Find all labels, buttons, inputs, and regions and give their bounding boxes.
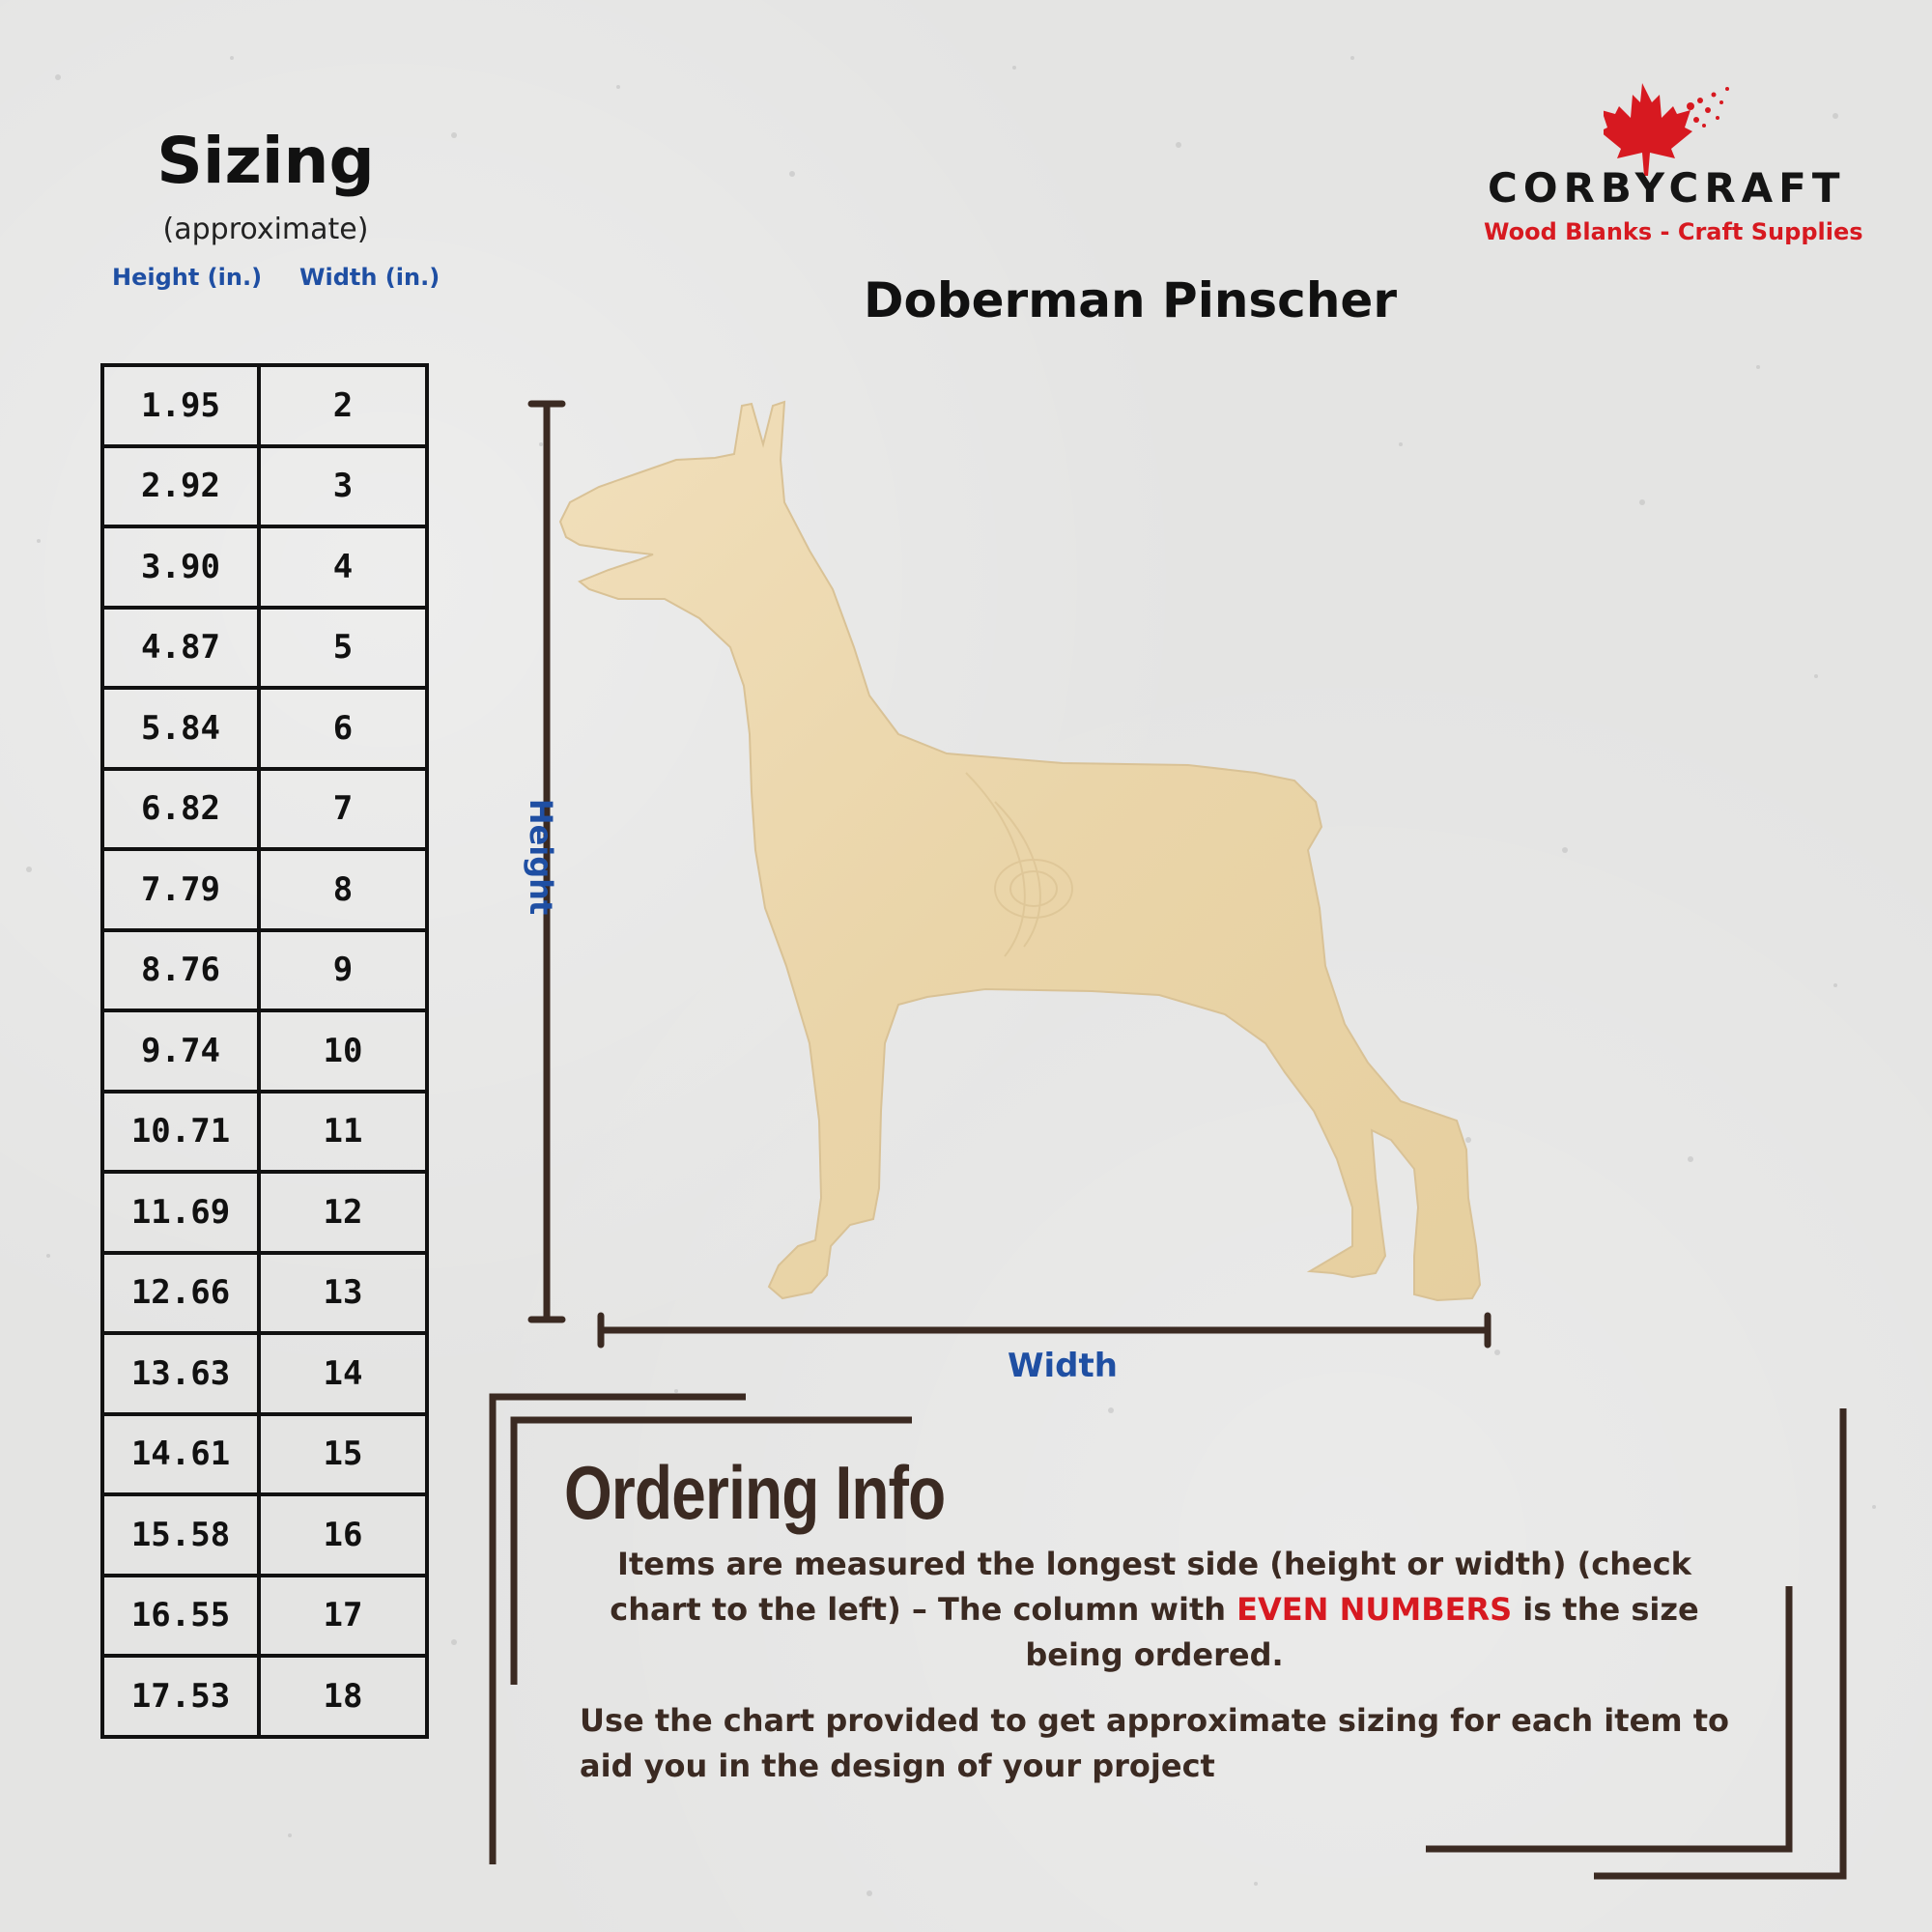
brand-tagline: Wood Blanks - Craft Supplies	[1484, 218, 1863, 245]
height-cell: 11.69	[102, 1172, 259, 1253]
sizing-subtitle: (approximate)	[162, 213, 369, 246]
brand-name: CORBYCRAFT	[1488, 164, 1846, 212]
width-cell: 18	[259, 1656, 427, 1737]
ordering-text-1: Items are measured the longest side (height or width) (check chart to the left) – The column with	[610, 1546, 1691, 1628]
ordering-info-paragraph-2: Use the chart provided to get approximate sizing for each item to aid you in the design of your project	[580, 1702, 1730, 1784]
width-cell: 13	[259, 1253, 427, 1334]
width-cell: 17	[259, 1576, 427, 1657]
width-cell: 9	[259, 930, 427, 1011]
width-cell: 16	[259, 1494, 427, 1576]
height-cell: 5.84	[102, 688, 259, 769]
height-cell: 15.58	[102, 1494, 259, 1576]
width-cell: 3	[259, 446, 427, 527]
even-numbers-highlight: EVEN NUMBERS	[1236, 1591, 1513, 1628]
width-cell: 11	[259, 1092, 427, 1173]
height-cell: 14.61	[102, 1414, 259, 1495]
width-cell: 6	[259, 688, 427, 769]
ordering-info-paragraph-1	[570, 1542, 1739, 1678]
width-cell: 12	[259, 1172, 427, 1253]
height-cell: 9.74	[102, 1010, 259, 1092]
width-cell: 4	[259, 526, 427, 608]
height-label: Height	[523, 798, 559, 916]
height-cell: 3.90	[102, 526, 259, 608]
ordering-text-2: is the size being ordered.	[1025, 1591, 1699, 1673]
height-cell: 6.82	[102, 769, 259, 850]
width-column-header: Width (in.)	[299, 264, 440, 291]
height-cell: 4.87	[102, 608, 259, 689]
height-cell: 1.95	[102, 365, 259, 446]
height-cell: 17.53	[102, 1656, 259, 1737]
sizing-title: Sizing	[156, 124, 375, 198]
height-cell: 16.55	[102, 1576, 259, 1657]
height-column-header: Height (in.)	[112, 264, 263, 291]
height-cell: 12.66	[102, 1253, 259, 1334]
width-cell: 7	[259, 769, 427, 850]
height-cell: 8.76	[102, 930, 259, 1011]
height-cell: 7.79	[102, 849, 259, 930]
width-cell: 5	[259, 608, 427, 689]
width-cell: 14	[259, 1333, 427, 1414]
ordering-info-title: Ordering Info	[564, 1450, 946, 1535]
height-cell: 13.63	[102, 1333, 259, 1414]
height-cell: 10.71	[102, 1092, 259, 1173]
width-cell: 15	[259, 1414, 427, 1495]
product-title: Doberman Pinscher	[863, 272, 1397, 328]
width-cell: 2	[259, 365, 427, 446]
width-cell: 8	[259, 849, 427, 930]
height-cell: 2.92	[102, 446, 259, 527]
width-label: Width	[1008, 1347, 1118, 1385]
width-cell: 10	[259, 1010, 427, 1092]
